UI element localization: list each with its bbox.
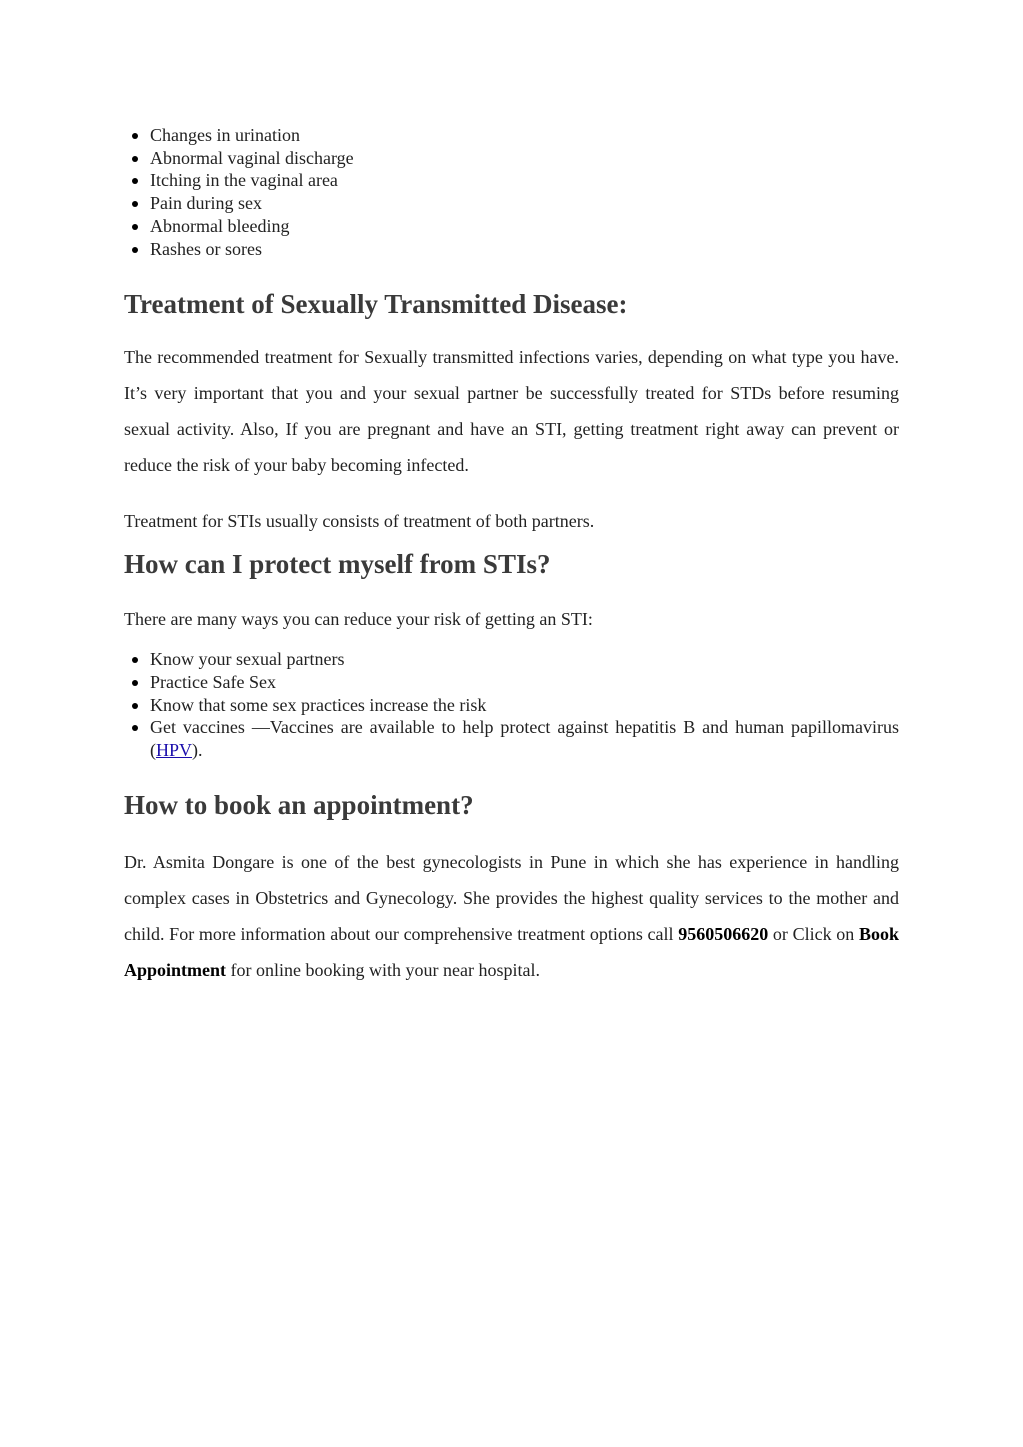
- list-item: Pain during sex: [150, 192, 899, 215]
- appointment-paragraph: [124, 844, 899, 988]
- list-item-vaccines: [150, 716, 899, 761]
- appointment-text-middle: or Click on: [768, 923, 859, 944]
- phone-number: 9560506620: [678, 923, 769, 944]
- document-page: [124, 124, 899, 988]
- vaccine-end: ).: [192, 740, 203, 761]
- appointment-text-start: Dr. Asmita Dongare is one of the best gynecologists in Pune in which she has experience in handling complex cases in Obstetrics and Gynecology. She provides the highest quality services to the mother and child. For more information about our comprehensive treatment options call: [124, 851, 899, 944]
- protect-intro: There are many ways you can reduce your risk of getting an STI:: [124, 609, 593, 630]
- protect-list: [124, 648, 899, 762]
- list-item: Itching in the vaginal area: [150, 169, 899, 192]
- protect-heading: How can I protect myself from STIs?: [124, 549, 551, 580]
- book-appointment-label: Book Appointment: [124, 923, 900, 980]
- appointment-heading: How to book an appointment?: [124, 789, 474, 820]
- list-item: Practice Safe Sex: [150, 671, 899, 694]
- appointment-text-end: for online booking with your near hospital.: [226, 959, 540, 980]
- list-item: Abnormal bleeding: [150, 215, 899, 238]
- symptoms-list: [124, 124, 899, 260]
- treatment-heading: Treatment of Sexually Transmitted Disease:: [124, 289, 628, 320]
- treatment-paragraph: The recommended treatment for Sexually transmitted infections varies, depending on what type you have. It’s very important that you and your sexual partner be successfully treated for STDs before resuming sexual activity. Also, If you are pregnant and have an STI, getting treatment right away can prevent or reduce the risk of your baby becoming infected.: [124, 347, 899, 476]
- list-item: Changes in urination: [150, 124, 899, 147]
- list-item: Know that some sex practices increase the risk: [150, 694, 899, 717]
- treatment-partners-paragraph: Treatment for STIs usually consists of treatment of both partners.: [124, 511, 595, 532]
- list-item: Abnormal vaginal discharge: [150, 147, 899, 170]
- list-item: Rashes or sores: [150, 238, 899, 261]
- hpv-link[interactable]: HPV: [156, 740, 193, 761]
- vaccine-text: Get vaccines —Vaccines are available to help protect against hepatitis B and human papillomavirus (: [150, 717, 899, 761]
- list-item: Know your sexual partners: [150, 648, 899, 671]
